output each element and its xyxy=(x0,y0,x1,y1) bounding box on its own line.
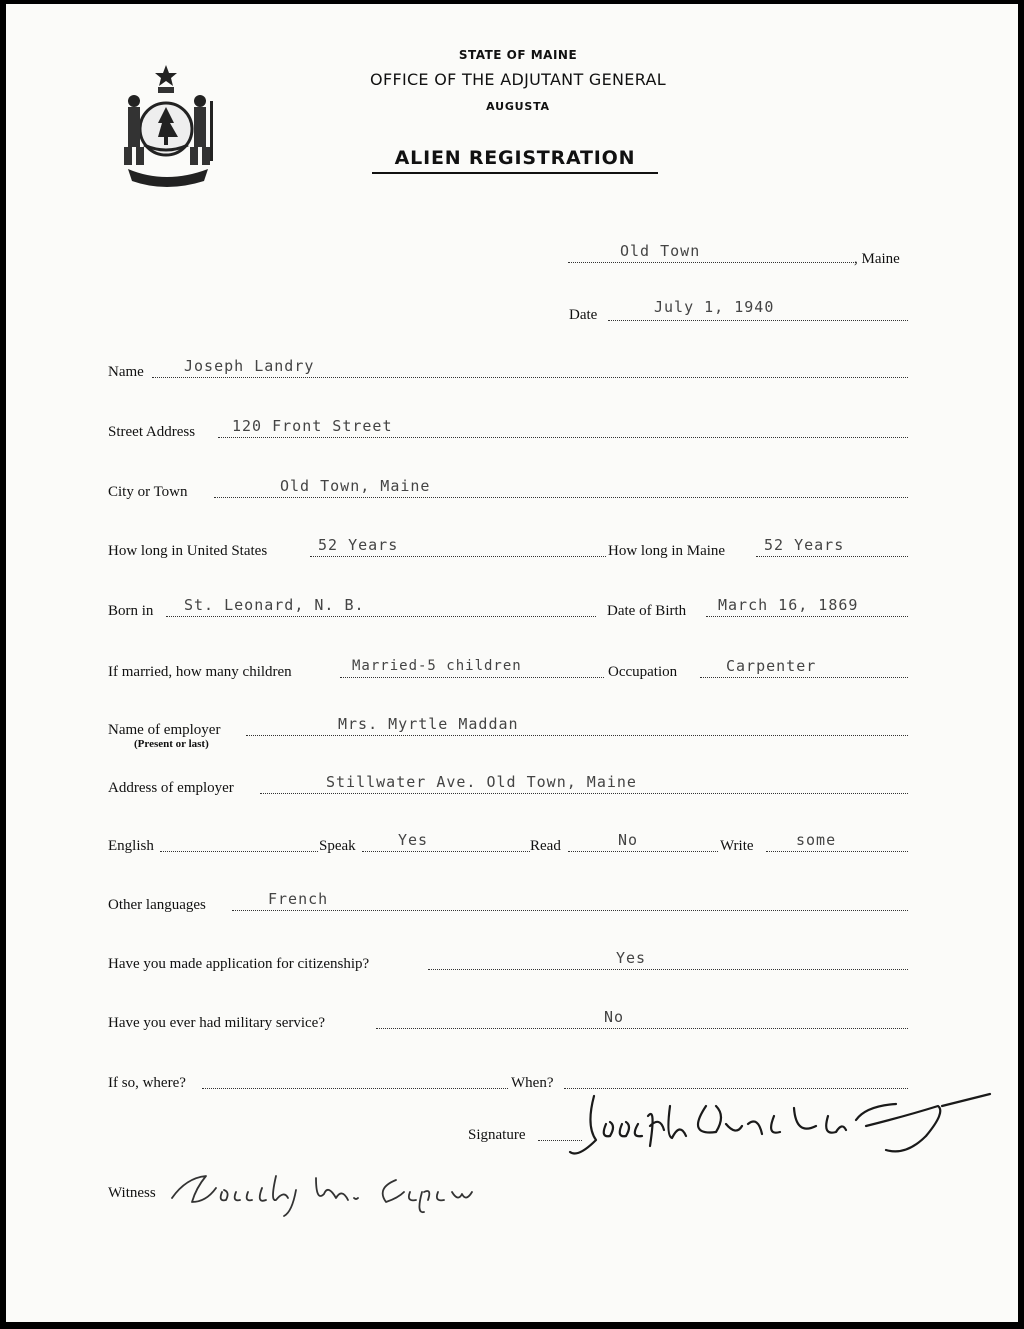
occupation-value[interactable]: Carpenter xyxy=(726,657,817,675)
speak-line xyxy=(362,851,530,852)
where-line xyxy=(202,1088,508,1089)
read-line xyxy=(568,851,718,852)
street-line xyxy=(218,437,908,438)
registration-form xyxy=(6,4,1018,1322)
maine-duration-value[interactable]: 52 Years xyxy=(764,536,845,554)
dob-value[interactable]: March 16, 1869 xyxy=(718,596,859,614)
write-label: Write xyxy=(720,838,754,854)
street-label: Street Address xyxy=(108,424,196,440)
name-label: Name xyxy=(108,364,144,380)
born-label: Born in xyxy=(108,603,154,619)
employer-address-label: Address of employer xyxy=(108,780,234,796)
born-value[interactable]: St. Leonard, N. B. xyxy=(184,596,365,614)
read-label: Read xyxy=(530,838,561,854)
employer-address-value[interactable]: Stillwater Ave. Old Town, Maine xyxy=(326,773,637,791)
born-line xyxy=(166,616,596,617)
place-value[interactable]: Old Town xyxy=(620,242,701,260)
dob-label: Date of Birth xyxy=(607,603,687,619)
maine-duration-line xyxy=(756,556,908,557)
occupation-label: Occupation xyxy=(608,664,678,680)
employer-value[interactable]: Mrs. Myrtle Maddan xyxy=(338,715,519,733)
read-value[interactable]: No xyxy=(618,831,639,849)
maine-duration-label: How long in Maine xyxy=(608,543,726,559)
other-languages-value[interactable]: French xyxy=(268,890,329,908)
military-value[interactable]: No xyxy=(604,1008,625,1026)
date-label: Date xyxy=(569,307,598,323)
military-label: Have you ever had military service? xyxy=(108,1015,325,1031)
children-line xyxy=(340,677,604,678)
date-line xyxy=(608,320,908,321)
state-heading: STATE OF MAINE xyxy=(458,48,578,62)
employer-line xyxy=(246,735,908,736)
date-value[interactable]: July 1, 1940 xyxy=(654,298,775,316)
occupation-line xyxy=(700,677,908,678)
street-value[interactable]: 120 Front Street xyxy=(232,417,393,435)
employer-sublabel: (Present or last) xyxy=(134,738,209,750)
office-heading: OFFICE OF THE ADJUTANT GENERAL xyxy=(370,70,666,89)
witness-handwriting xyxy=(166,1158,516,1218)
english-label: English xyxy=(108,838,154,854)
place-suffix: , Maine xyxy=(854,251,900,267)
children-value[interactable]: Married-5 children xyxy=(352,658,522,674)
signature-label: Signature xyxy=(468,1127,526,1143)
employer-label: Name of employer xyxy=(108,722,221,738)
english-line xyxy=(160,851,318,852)
place-line xyxy=(568,262,854,263)
city-label: City or Town xyxy=(108,484,188,500)
city-value[interactable]: Old Town, Maine xyxy=(280,477,431,495)
us-duration-label: How long in United States xyxy=(108,543,268,559)
name-line xyxy=(152,377,908,378)
children-label: If married, how many children xyxy=(108,664,292,680)
speak-value[interactable]: Yes xyxy=(398,831,429,849)
form-title: ALIEN REGISTRATION xyxy=(372,147,658,174)
citizenship-label: Have you made application for citizenship? xyxy=(108,956,370,972)
when-label: When? xyxy=(511,1075,554,1091)
write-line xyxy=(766,851,908,852)
dob-line xyxy=(706,616,908,617)
signature-handwriting xyxy=(566,1086,996,1166)
military-line xyxy=(376,1028,908,1029)
speak-label: Speak xyxy=(319,838,356,854)
name-value[interactable]: Joseph Landry xyxy=(184,357,315,375)
city-heading: AUGUSTA xyxy=(486,100,550,113)
write-value[interactable]: some xyxy=(796,831,837,849)
citizenship-line xyxy=(428,969,908,970)
us-duration-value[interactable]: 52 Years xyxy=(318,536,399,554)
us-duration-line xyxy=(310,556,606,557)
city-line xyxy=(214,497,908,498)
other-languages-label: Other languages xyxy=(108,897,206,913)
other-languages-line xyxy=(232,910,908,911)
where-label: If so, where? xyxy=(108,1075,186,1091)
employer-address-line xyxy=(260,793,908,794)
witness-label: Witness xyxy=(108,1185,156,1201)
citizenship-value[interactable]: Yes xyxy=(616,949,647,967)
